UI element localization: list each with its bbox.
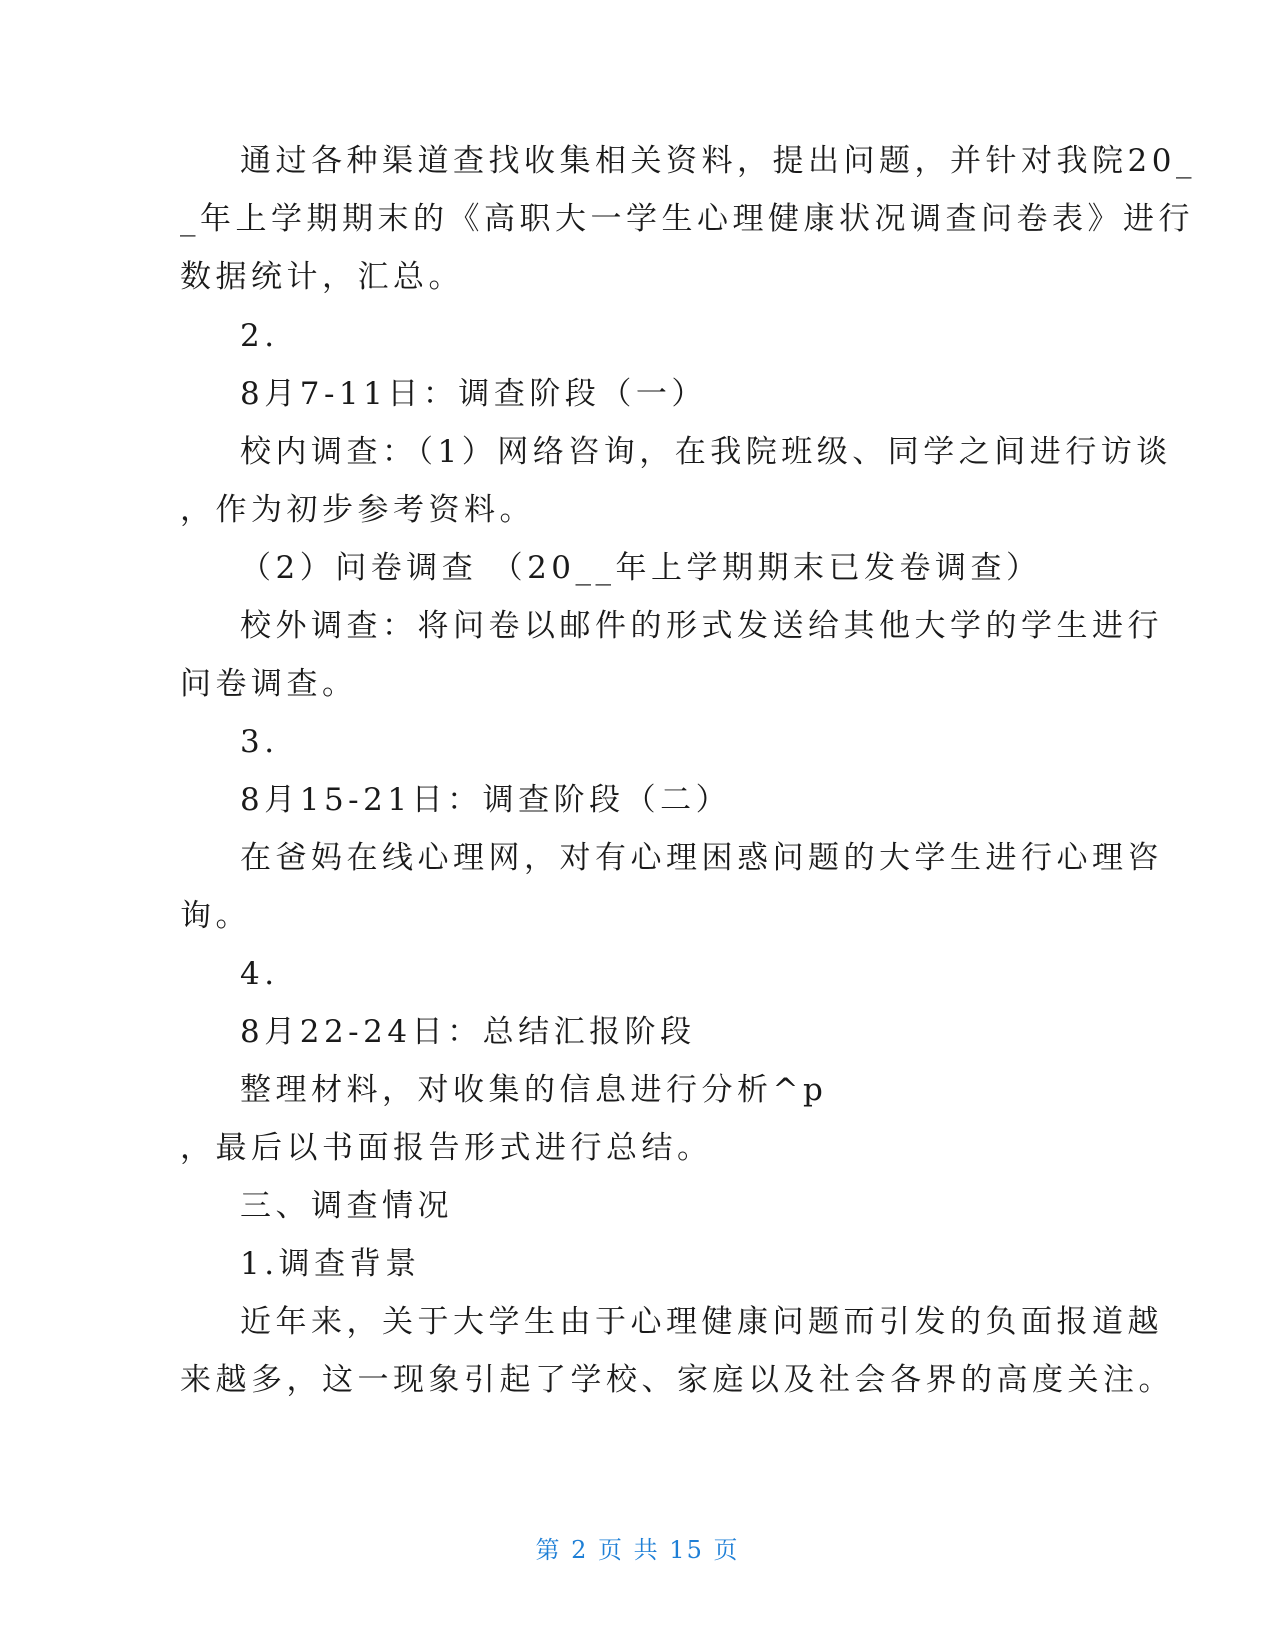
stage-heading: 8月15-21日：调查阶段（二） <box>240 782 732 818</box>
body-text-line: 在爸妈在线心理网，对有心理困惑问题的大学生进行心理咨 <box>240 840 1163 876</box>
body-text-line: 来越多，这一现象引起了学校、家庭以及社会各界的高度关注。 <box>180 1362 1174 1398</box>
body-text-line: 询。 <box>180 898 251 934</box>
body-text-line: ，作为初步参考资料。 <box>180 492 535 528</box>
list-number: 2. <box>240 318 279 354</box>
body-text-line: 数据统计，汇总。 <box>180 259 464 295</box>
section-heading: 三、调查情况 <box>240 1188 453 1224</box>
body-text-line: 通过各种渠道查找收集相关资料，提出问题，并针对我院20_ <box>240 143 1196 179</box>
body-text-line: 整理材料，对收集的信息进行分析^p <box>240 1072 828 1108</box>
body-text-line: _年上学期期末的《高职大一学生心理健康状况调查问卷表》进行 <box>180 201 1194 237</box>
body-text-line: 校内调查：（1）网络咨询，在我院班级、同学之间进行访谈 <box>240 434 1172 470</box>
page-number-footer: 第 2 页 共 15 页 <box>535 1536 740 1564</box>
subsection-heading: 1.调查背景 <box>240 1246 421 1282</box>
body-text-line: 近年来，关于大学生由于心理健康问题而引发的负面报道越 <box>240 1304 1163 1340</box>
body-text-line: 校外调查：将问卷以邮件的形式发送给其他大学的学生进行 <box>240 608 1163 644</box>
body-text-line: 问卷调查。 <box>180 666 358 702</box>
list-number: 4. <box>240 956 279 992</box>
body-text-line: ，最后以书面报告形式进行总结。 <box>180 1130 713 1166</box>
stage-heading: 8月22-24日：总结汇报阶段 <box>240 1014 696 1050</box>
body-text-line: （2）问卷调查 （20__年上学期期末已发卷调查） <box>240 550 1042 586</box>
stage-heading: 8月7-11日：调查阶段（一） <box>240 376 707 412</box>
list-number: 3. <box>240 724 279 760</box>
